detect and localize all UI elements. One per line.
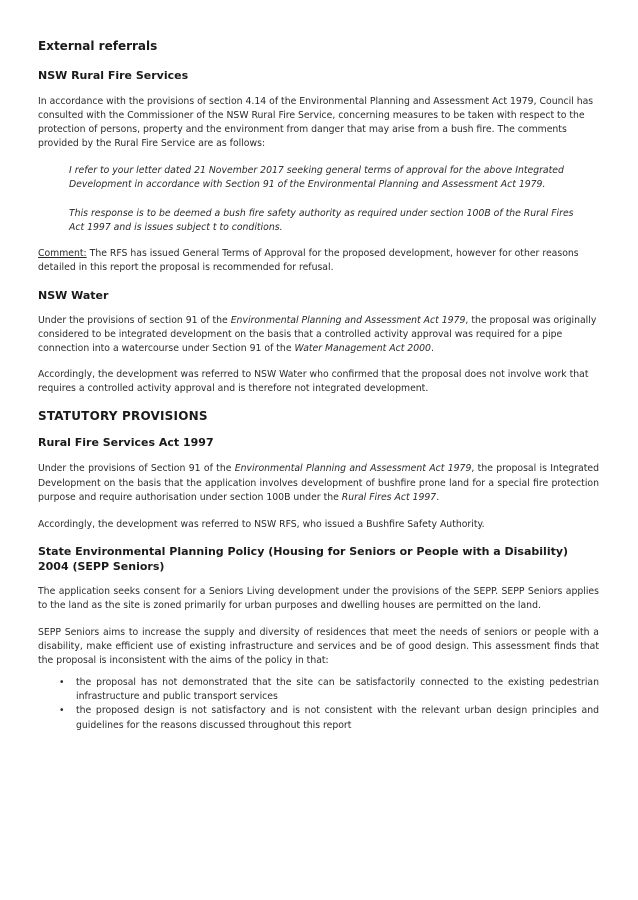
- act-title-epa: Environmental Planning and Assessment Act 1979: [230, 314, 466, 326]
- list-item: [59, 676, 599, 704]
- text-span: Under the provisions of Section 91 of the: [38, 463, 235, 475]
- rfs-quote-paragraph-2: This response is to be deemed a bush fire safety authority as required under section 100B of the Rural Fires Act 1997 and is issues subject t to conditions.: [69, 207, 574, 233]
- sepp-paragraph-2: SEPP Seniors aims to increase the supply and diversity of residences that meet the needs of seniors or people with a disability, make efficient use of existing infrastructure and services and be of good design. This assessment finds that the proposal is inconsistent with the aims of the policy in that:: [38, 626, 599, 667]
- rfsa-paragraph-2: Accordingly, the development was referred to NSW RFS, who issued a Bushfire Safety Authority.: [38, 518, 485, 530]
- comment-text: The RFS has issued General Terms of Approval for the proposed development, however for other reasons detailed in this report the proposal is recommended for refusal.: [38, 247, 579, 273]
- rfs-quote-paragraph-1: I refer to your letter dated 21 November 2017 seeking general terms of approval for the above Integrated Development in accordance with Section 91 of the Environmental Planning and Assessment Act 1979.: [69, 165, 564, 191]
- water-paragraph-1: [38, 314, 599, 356]
- sepp-bullet-list: [38, 676, 599, 732]
- bullet-text: the proposed design is not satisfactory and is not consistent with the relevant urban design principles and guidelines for the reasons discussed throughout this report: [76, 705, 599, 731]
- text-span: , the proposal is Integrated Development on the basis that the application involves development of bushfire prone land for a special fire protection purpose and require authorisation under section 100B under the: [38, 463, 599, 503]
- external-referrals-heading: External referrals: [38, 39, 158, 53]
- bullet-icon: •: [59, 705, 65, 717]
- bullet-text: the proposal has not demonstrated that the site can be satisfactorily connected to the existing pedestrian infrastructure and public transport services: [76, 677, 599, 703]
- comment-label: Comment:: [38, 247, 87, 259]
- statutory-provisions-heading: STATUTORY PROVISIONS: [38, 409, 208, 424]
- act-title-rfa: Rural Fires Act 1997: [341, 491, 437, 503]
- text-span: .: [430, 343, 434, 355]
- rfs-heading: NSW Rural Fire Services: [38, 69, 189, 82]
- water-paragraph-2: Accordingly, the development was referred to NSW Water who confirmed that the proposal does not involve work that requires a controlled activity approval and is therefore not integrated development.: [38, 369, 589, 395]
- act-title-epa: Environmental Planning and Assessment Act 1979: [234, 463, 472, 475]
- rfsa-paragraph-1: [38, 462, 599, 504]
- list-item: [59, 704, 599, 732]
- sepp-seniors-heading: State Environmental Planning Policy (Housing for Seniors or People with a Disability) 2004 (SEPP Seniors): [38, 544, 569, 573]
- act-title-wma: Water Management Act 2000: [294, 343, 431, 355]
- rfs-comment-paragraph: [38, 247, 599, 275]
- bullet-icon: •: [59, 677, 65, 689]
- rural-fire-act-heading: Rural Fire Services Act 1997: [38, 436, 214, 450]
- sepp-paragraph-1: The application seeks consent for a Seniors Living development under the provisions of the SEPP. SEPP Seniors applies to the land as the site is zoned primarily for urban purposes and dwelling houses are permitted on the land.: [38, 585, 599, 611]
- text-span: Under the provisions of section 91 of the: [38, 314, 231, 326]
- rfs-intro-paragraph: In accordance with the provisions of section 4.14 of the Environmental Planning and Assessment Act 1979, Council has consulted with the Commissioner of the NSW Rural Fire Service, concerning measures to be taken with respect to the protection of persons, property and the environment from danger that may arise from a bush fire. The comments provided by the Rural Fire Service are as follows:: [38, 96, 594, 150]
- text-span: .: [436, 491, 440, 503]
- nsw-water-heading: NSW Water: [38, 288, 109, 302]
- text-span: , the proposal was originally considered to be integrated development on the basis that a controlled activity approval was required for a pipe connection into a watercourse under Section 91 of the: [38, 314, 597, 355]
